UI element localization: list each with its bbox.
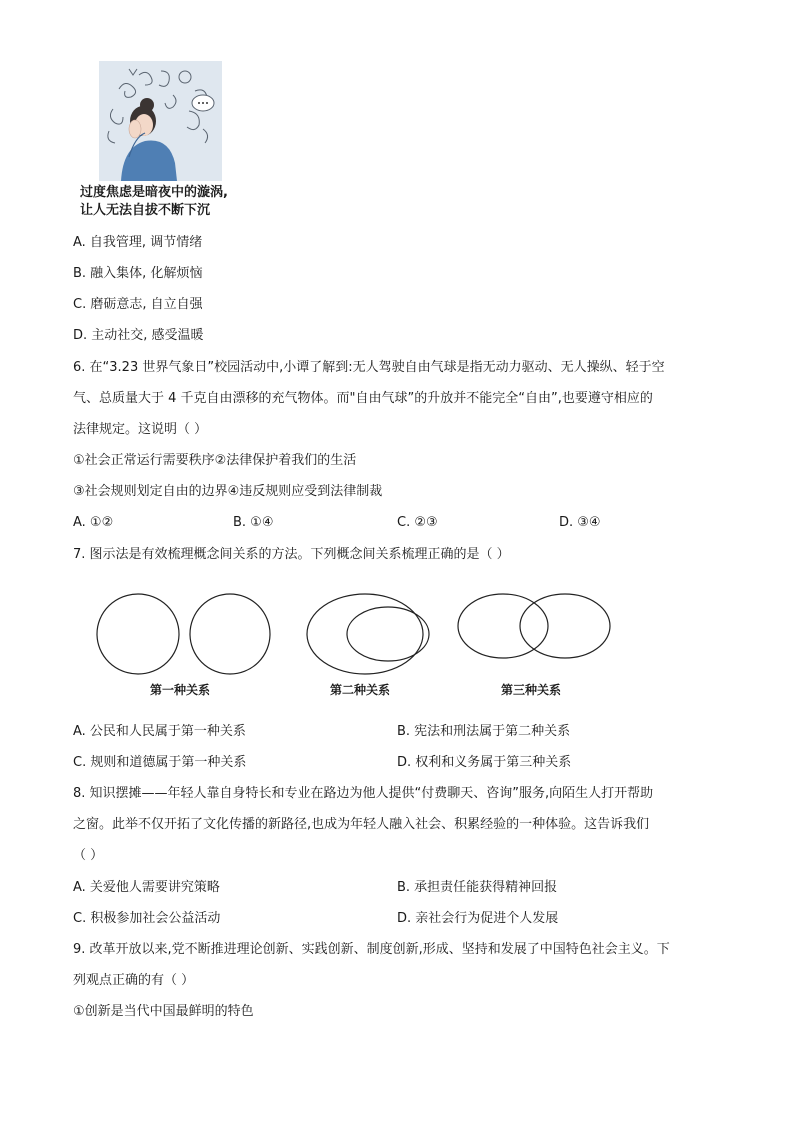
q9-stem-line-2: 列观点正确的有（ ） [73, 973, 195, 988]
q7-option-b: B. 宪法和刑法属于第二种关系 [397, 724, 571, 739]
illustration-caption [80, 184, 228, 220]
diagram-label-1: 第一种关系 [150, 683, 211, 697]
q7-option-c: C. 规则和道德属于第一种关系 [73, 755, 247, 770]
relation-2-circle-inner [347, 607, 429, 661]
q9-stem-line-1: 9. 改革开放以来,党不断推进理论创新、实践创新、制度创新,形成、坚持和发展了中国特色社会主义。下 [73, 942, 670, 957]
anxious-woman-illustration [99, 61, 222, 181]
relation-1-circle-left [97, 594, 179, 674]
q7-option-a: A. 公民和人民属于第一种关系 [73, 724, 246, 739]
relation-1-circle-right [190, 594, 270, 674]
q6-stem-line-2: 气、总质量大于 4 千克自由漂移的充气物体。而"自由气球”的升放并不能完全“自由”,也要遵守相应的 [73, 391, 653, 406]
q6-option-b: B. ①④ [233, 515, 274, 530]
diagram-label-3: 第三种关系 [501, 683, 562, 697]
q8-option-c: C. 积极参加社会公益活动 [73, 911, 221, 926]
caption-line-2: 让人无法自拔不断下沉 [80, 203, 211, 218]
q6-option-a: A. ①② [73, 515, 114, 530]
relation-3-circle-left [458, 594, 548, 658]
q6-statement-1: ①社会正常运行需要秩序②法律保护着我们的生活 [73, 453, 357, 468]
q5-option-a: A. 自我管理, 调节情绪 [73, 235, 203, 250]
q8-option-b: B. 承担责任能获得精神回报 [397, 880, 558, 895]
q8-stem-line-2: 之窗。此举不仅开拓了文化传播的新路径,也成为年轻人融入社会、积累经验的一种体验。这告诉我们 [73, 817, 650, 832]
q7-stem: 7. 图示法是有效梳理概念间关系的方法。下列概念间关系梳理正确的是（ ） [73, 547, 510, 562]
q5-option-c: C. 磨砺意志, 自立自强 [73, 297, 203, 312]
q6-stem-line-1: 6. 在“3.23 世界气象日”校园活动中,小谭了解到:无人驾驶自由气球是指无动力驱动、无人操纵、轻于空 [73, 360, 665, 375]
q6-statement-2: ③社会规则划定自由的边界④违反规则应受到法律制裁 [73, 484, 383, 499]
q8-option-a: A. 关爱他人需要讲究策略 [73, 880, 220, 895]
q8-stem-line-3: （ ） [73, 848, 104, 863]
q5-option-d: D. 主动社交, 感受温暖 [73, 328, 204, 343]
q8-option-d: D. 亲社会行为促进个人发展 [397, 911, 559, 926]
q8-stem-line-1: 8. 知识摆摊——年轻人靠自身特长和专业在路边为他人提供“付费聊天、咨询”服务,向陌生人打开帮助 [73, 786, 654, 801]
q6-option-c: C. ②③ [397, 515, 438, 530]
q5-option-b: B. 融入集体, 化解烦恼 [73, 266, 203, 281]
q9-statement-1: ①创新是当代中国最鲜明的特色 [73, 1004, 254, 1019]
q7-option-d: D. 权利和义务属于第三种关系 [397, 755, 572, 770]
q6-option-d: D. ③④ [559, 515, 601, 530]
caption-line-1: 过度焦虑是暗夜中的漩涡, [80, 185, 228, 200]
relation-3-circle-right [520, 594, 610, 658]
relation-2-circle-outer [307, 594, 423, 674]
q6-stem-line-3: 法律规定。这说明（ ） [73, 422, 208, 437]
diagram-label-2: 第二种关系 [330, 683, 391, 697]
